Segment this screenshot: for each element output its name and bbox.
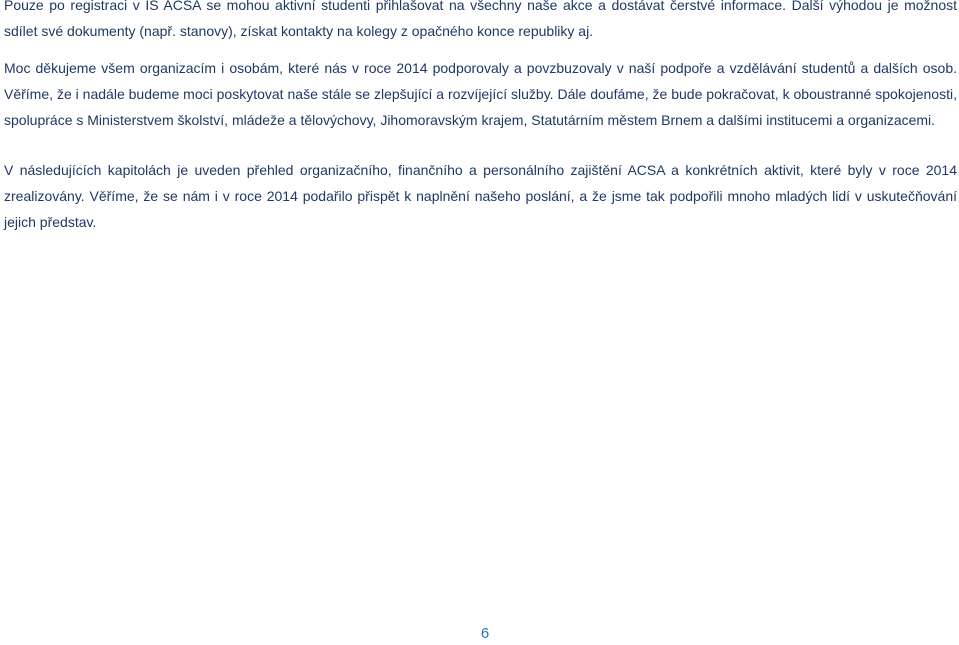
document-page (4, 0, 957, 645)
paragraph-chapters-overview: V následujících kapitolách je uveden přehled organizačního, finančního a personálního zajištění ACSA a konkrétních aktivit, které byly v roce 2014 zrealizovány. Věříme, že se nám i v roce 2014 podařilo přispět k naplnění našeho poslání, a že jsme tak podpořili mnoho mladých lidí v uskutečňování jejich představ. (4, 162, 957, 230)
page-number: 6 (480, 625, 490, 642)
paragraph-registration: Pouze po registraci v IS ACSA se mohou aktivní studenti přihlašovat na všechny naše akce a dostávat čerstvé informace. Další výhodou je možnost sdílet své dokumenty (např. stanovy), získat kontakty na kolegy z opačného konce republiky aj. (4, 0, 957, 39)
paragraph-acknowledgements: Moc děkujeme všem organizacím i osobám, které nás v roce 2014 podporovaly a povzbuzovaly v naší podpoře a vzdělávání studentů a dalších osob. Věříme, že i nadále budeme moci poskytovat naše stále se zlepšující a rozvíjející služby. Dále doufáme, že bude pokračovat, k oboustranné spokojenosti, spolupráce s Ministerstvem školství, mládeže a tělovýchovy, Jihomoravským krajem, Statutárním městem Brnem a dalšími institucemi a organizacemi. (4, 60, 957, 128)
